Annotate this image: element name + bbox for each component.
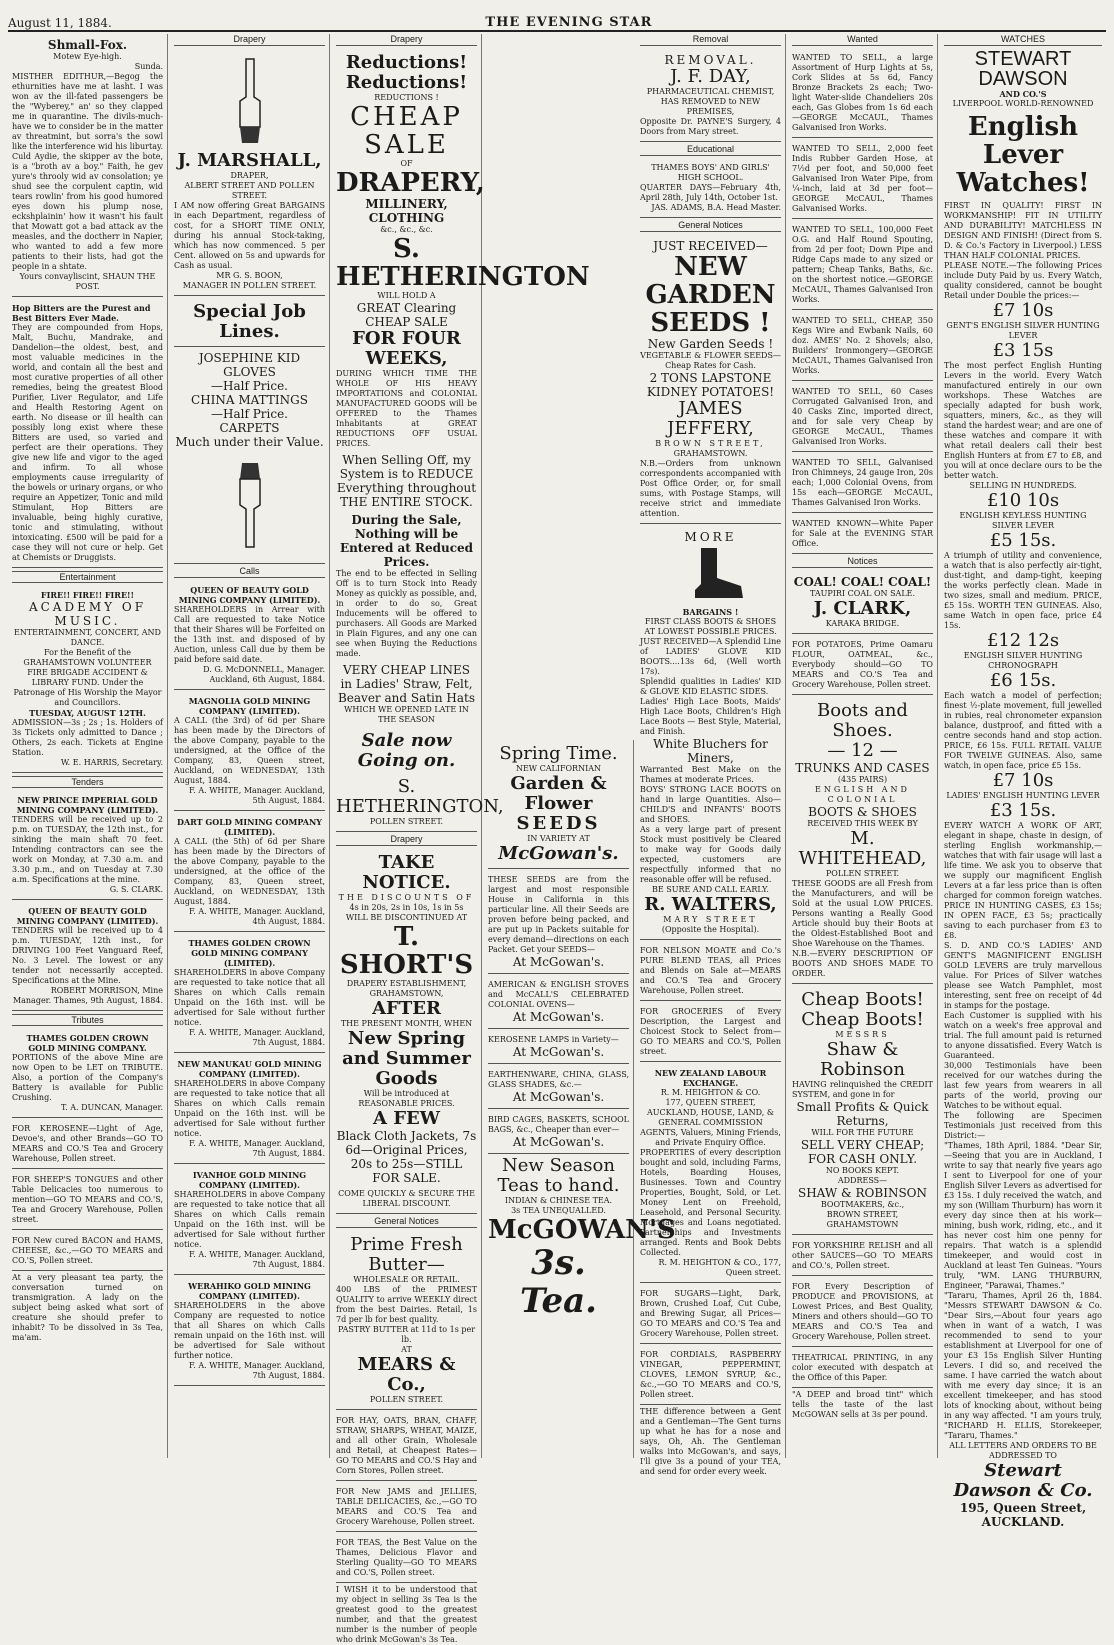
sj3: CARPETS (219, 421, 280, 435)
new-season-teas: New Season Teas to hand. (497, 1155, 620, 1196)
call4-sign: F. A. WHITE, Manager. Auckland, 7th August, 1884. (188, 1028, 325, 1047)
keyless: ENGLISH KEYLESS HUNTING SILVER LEVER (959, 511, 1087, 530)
millinery: MILLINERY, CLOTHING (365, 197, 448, 225)
call5-body: SHAREHOLDERS in above Company are requested to take notice that all Shares on which Calls remain Unpaid on the 16th inst. will be advertised for Sale without further notice. (174, 1079, 325, 1138)
potatoes: 2 TONS LAPSTONE KIDNEY POTATOES! (646, 371, 775, 399)
wanted-1: WANTED TO SELL, a large Assortment of Hurp Lights at 5s, Cork Slides at 5s 6d, Fancy Bronze Brackets 2s each; Two-light Water-slide Chandeliers 20s each, Gas Globes from 1s 6d each—GEORGE McCAUL, Thames Galvanised Iron Works. (792, 49, 933, 138)
new-label: NEW (674, 252, 747, 282)
sdco-gold: S. D. AND CO.'S LADIES' AND GENT'S MAGNIFICENT ENGLISH GOLD LEVERS are truly marvellous value. For Prices of Silver watches please see Watch Pamphlet, most interesting, sent free on receipt of 4d in stamps for the postage. (944, 941, 1102, 1010)
call6-title: IVANHOE GOLD MINING COMPANY (LIMITED). (192, 1170, 307, 1190)
shorts: T. SHORT'S (339, 922, 474, 980)
splendid: Splendid qualities in Ladies' KID & GLOVE KID ELASTIC SIDES. (640, 677, 781, 696)
ad-relish: FOR YORKSHIRE RELISH and all other SAUCES—GO TO MEARS and CO.'s, Pollen street. (792, 1237, 933, 1276)
just-received-boots: JUST RECEIVED—A Splendid Line of LADIES' GLOVE KID BOOTS....13s 6d, (Well worth 17s). (640, 637, 781, 676)
wanted-4: WANTED TO SELL, CHEAP, 350 Kegs Wire and Ewbank Nails, 60 doz. AMES' No. 2 Shovels; also, Builders' Ironmongery—GEORGE McCAUL, Thames Galvanised Iron Works. (792, 312, 933, 381)
nothing-text: During the Sale, Nothing will be Entered at Reduced Prices. (339, 513, 474, 569)
grahamstown: GRAHAMSTOWN, (369, 989, 444, 998)
sj3-price: Much under their Value. (175, 435, 324, 449)
boys-boots: BOYS' STRONG LACE BOOTS on hand in large Quantities. Also—CHILD'S and INFANTS' BOOTS and SHOES. (640, 785, 781, 824)
first-quality: FIRST IN QUALITY! FIRST IN WORKMANSHIP! FIT IN UTILITY AND DURABILITY! MATCHLESS IN DESIGN AND FINISH! (Direct from S. D. & Co.'s Factory in Liverpool.) LESS THAN HALF COLONIAL PRICES. (944, 201, 1102, 260)
ent-header: Entertainment (12, 571, 163, 583)
chronograph: ENGLISH SILVER HUNTING CHRONOGRAPH (963, 651, 1083, 670)
garden-flower: Garden & Flower (510, 773, 607, 814)
brown-grahamstown: BROWN STREET, GRAHAMSTOWN (826, 1210, 899, 1229)
s2-body: They are compounded from Hops, Malt, Buchu, Mandrake, and Dandelion—the oldest, best, and most valuable medicines in the world, and contain all the best and most curative properties of all other remedies, being the greatest Blood Purifier, Liver Regulator, and Life and Health Restoring Agent on earth. No disease or ill health can possibly long exist where these Bitters are used, so varied and perfect are their operations. They give new life and vigor to the aged and infirm. To all whose employments cause irregularity of the bowels or urinary organs, or who require an Appetizer, Tonic and mild Stimulant, Hop Bitters are invaluable, being highly curative, tonic and stimulating, without intoxicating. £500 will be paid for a case they will not cure or help. Get at Chemists or Druggists. (12, 323, 163, 562)
end-text: The end to be effected in Selling Off is to turn Stock into Ready Money as quickly as possible, and, in order to do so, Great Inducements will be offered to purchasers. All Goods are Marked in Plain Figures, and any one can see when Buying the Reductions made. (336, 569, 477, 658)
earthenware: EARTHENWARE, CHINA, GLASS, GLASS SHADES, &c.— (488, 1070, 629, 1089)
firm-address: 195, Queen Street, (959, 1501, 1087, 1515)
wanted-5: WANTED TO SELL, 60 Cases Corrugated Galvanised Iron, and 40 Casks Zinc, imported direct, and for sale very Cheap by GEORGE McCAUL, Thames Galvanised Iron Works. (792, 383, 933, 452)
in-variety: IN VARIETY AT (527, 834, 590, 843)
more-label: MORE (684, 530, 737, 544)
call2-body: A CALL (the 3rd) of 6d per Share has been made by the Directors of the above Company, payable to the undersigned, at the Office of the Company, 83, Queen street, Auckland, on WEDNESDAY, 13th August, 1884. (174, 716, 325, 785)
pollen-street: POLLEN STREET. (369, 817, 444, 826)
spring-time: Spring Time. (499, 743, 618, 764)
ad-potatoes: FOR POTATOES, Prime Oamaru FLOUR, OATMEAL, &c., Everybody should—GO TO MEARS and CO.'S Tea and Grocery Warehouse, Pollen street. (792, 636, 933, 695)
t2-body: TENDERS will be received up to 4 p.m. TUESDAY, 12th inst., for DRIVING 100 Feet Vanguard Reef, No. 3 Level. The lowest or any tender not necessarily accepted. Specifications at the Mine. (12, 926, 163, 985)
ad-kerosene: FOR KEROSENE—Light of Age, Devoe's, and other Brands—GO TO MEARS and CO.'S Tea and Grocery Warehouse, Pollen street. (12, 1120, 163, 1169)
at-mcgowans-4: At McGowan's. (512, 1090, 605, 1104)
col2-header: Drapery (174, 34, 325, 46)
at-mcgowans-5: At McGowan's. (512, 1135, 605, 1149)
and-co: AND CO.'S (999, 89, 1047, 99)
chemist: PHARMACEUTICAL CHEMIST, (646, 87, 775, 96)
at-mcgowans-1: At McGowan's. (512, 955, 605, 969)
price-5: £12 12s (986, 630, 1060, 651)
labour-exchange: NEW ZEALAND LABOUR EXCHANGE. (654, 1068, 767, 1088)
great-clearing: GREAT Clearing CHEAP SALE (356, 301, 457, 329)
english-lever: English Lever Watches! (956, 112, 1090, 198)
ad-teaparty: At a very pleasant tea party, the conversation turned on transmigration. A lady on the subject being asked what sort of creature she should prefer to inhabit? To be dissolved in 3s Tea, ma'am. (12, 1273, 163, 1342)
wish-text: I WISH it to be understood that my object in selling 3s Tea is the greatest good to the greatest number, and that the greatest number is the number of people who drink McGowan's 3s Tea. (336, 1585, 477, 1644)
ent-body: For the Benefit of the GRAHAMSTOWN VOLUNTEER FIRE BRIGADE ACCIDENT & LIBRARY FUND. Under the Patronage of His Worship the Mayor and Councillors. (13, 648, 162, 707)
ad-hay: FOR HAY, OATS, BRAN, CHAFF, STRAW, SHARPS, WHEAT, MAIZE, and all other Grain, Wholesale and Retail, at Cheapest Rates—GO TO MEARS and CO.'S Hay and Corn Stores, Pollen street. (336, 1412, 477, 1481)
three-shilling-tea: 3s. Tea. (520, 1243, 597, 1321)
trib1-sign: T. A. DUNCAN, Manager. (61, 1103, 163, 1112)
new-garden-seeds: New Garden Seeds ! (647, 337, 774, 351)
properties: PROPERTIES of every description bought and sold, including Farms, Hotels, Boarding Houses, Businesses. Town and Country Properties, Bought, Sold, or Let. Money Lent on Freehold, Leasehold, and Personal Security. Mortgages and Loans negotiated. Partnerships and Investments arranged. Rents and Book Debts Collected. (640, 1148, 781, 1257)
bird-cages: BIRD CAGES, BASKETS, SCHOOL BAGS, &c., Cheaper than ever— (488, 1115, 629, 1134)
discontinued: WILL BE DISCONTINUED AT (345, 913, 468, 922)
bootmakers: BOOTMAKERS, &c., (820, 1200, 905, 1209)
hetherington-footer: S. HETHERINGTON, (336, 776, 504, 817)
after: AFTER (372, 998, 441, 1019)
address-label: ADDRESS— (837, 1176, 888, 1185)
ad-bacon: FOR New cured BACON and HAMS, CHEESE, &c.,—GO TO MEARS and CO.'S, Pollen street. (12, 1232, 163, 1271)
firm-city: AUCKLAND. (981, 1515, 1065, 1529)
jeffery-name: JAMES JEFFERY, (667, 398, 754, 439)
most-perfect: The most perfect English Hunting Levers in the world. Every Watch manufactured entirely in our own workshops. These Watches are specially adapted for bush work, squatters, miners, &c., as they will stand the hardest wear; and are one of these watches and compare it with what retail dealers call their best English Hunters at from £7 to £8, and you will at once declare ours to be the better watch. (944, 361, 1102, 480)
ent-admission: ADMISSION—3s ; 2s ; 1s. Holders of 3s Tickets only admitted to Dance ; Others, 2s each. Tickets at Engine Station. (12, 718, 163, 757)
ladies-lever: LADIES' ENGLISH HUNTING LEVER (946, 791, 1100, 800)
boots-shoes-title: Boots and Shoes. (817, 700, 908, 741)
price-7: £7 10s (992, 770, 1054, 791)
marshall-body: I AM now offering Great BARGAINS in each Department, regardless of cost, for a SHORT TIME ONLY, during his annual Stock-taking, which has now commenced. 5 per Cent. allowed on 5s and upwards for Cash as usual. (174, 201, 325, 270)
very-large: As a very large part of present Stock must positively be Cleared to make way for Goods daily expected, customers are respectfully informed that no reasonable offer will be refused. (640, 825, 781, 884)
pastry: PASTRY BUTTER at 11d to 1s per lb. (337, 1325, 476, 1344)
just-received: JUST RECEIVED— (653, 239, 768, 253)
heighton-sign: R. M. HEIGHTON & CO., 177, Queen street. (658, 1258, 781, 1277)
column-4 (484, 740, 676, 1458)
will-hold: WILL HOLD A (377, 291, 436, 300)
firm-name: Stewart Dawson & Co. (953, 1460, 1093, 1501)
t1-title: NEW PRINCE IMPERIAL GOLD MINING COMPANY (LIMITED). (16, 795, 159, 815)
wanted-header: Wanted (792, 34, 933, 46)
each-watch: Each watch a model of perfection; finest ½-plate movement, full jewelled in rubies, real chronometer expansion balance, dustproof, and fitted with a centre seconds hand and stop action. PRICE, £6 15s. FULL RETAIL VALUE FOR TWELVE GUINEAS. Also, same watch, in open face, price £5 15s. (944, 691, 1102, 770)
twelve: — 12 — (827, 740, 898, 761)
head-master: JAS. ADAMS, B.A. Head Master. (651, 203, 781, 212)
ad-teas: FOR TEAS, the Best Value on the Thames, Delicious Flavor and Sterling Quality—GO TO MEARS and CO.'S, Pollen street. (336, 1534, 477, 1583)
four-weeks: FOR FOUR WEEKS, (352, 328, 461, 369)
ad-cordials: FOR CORDIALS, RASPBERRY VINEGAR, PEPPERMINT, CLOVES, LEMON SYRUP, &c., &c.,—GO TO MEARS and CO.'S, Pollen street. (640, 1346, 781, 1405)
call1-sign: D. G. McDONNELL, Manager. Auckland, 6th August, 1884. (203, 665, 325, 684)
tributes-header: Tributes (12, 1014, 163, 1026)
garden-label: GARDEN (645, 280, 776, 310)
seeds-label: SEEDS ! (650, 308, 771, 338)
having-relinquished: HAVING relinquished the CREDIT SYSTEM, and gone in for (792, 1080, 933, 1099)
new-spring: New Spring and Summer Goods (342, 1028, 471, 1089)
liverpool: LIVERPOOL WORLD-RENOWNED (952, 99, 1094, 108)
s1-title: Shmall-Fox. (47, 38, 128, 52)
call1-title: QUEEN OF BEAUTY GOLD MINING COMPANY (LIMITED). (178, 585, 321, 605)
call3-body: A CALL (the 5th) of 6d per Share has been made by the Directors of the above Company, payable to the undersigned, at the office of the Company, 83, Queen street, Auckland, on WEDNESDAY, 13th August, 1884. (174, 837, 325, 906)
testimonial-2: "Tararu, Thames, April 26 th, 1884. "Messrs STEWART DAWSON & Co. "Dear Sirs,—About four years ago when in want of a watch, I was recommended to send to your establishment at Liverpool for one of your £3 15s English Silver Hunting Levers. I did so, and received the same. I have carried the watch about with me every day since; it is an excellent timekeeper, and has stood lots of knocking about, without being in any way affected. "I am yours truly, "RICHARD H. ELLIS, Storekeeper, "Tararu, Thames." (944, 1291, 1102, 1440)
call3-sign: F. A. WHITE, Manager. Auckland, 4th August, 1884. (188, 907, 325, 926)
each-customer: Each Customer is supplied with his watch on a week's free approval and trial. The full amount paid is returned to anyone dissatisfied. Every Watch is Guaranteed. (944, 1011, 1102, 1060)
call7-sign: F. A. WHITE, Manager. Auckland, 7th August, 1884. (188, 1361, 325, 1380)
lace-boots: Ladies' High Lace Boots, Maids' High Lace Boots, Children's High Lace Boots — Best Style, Material, and Finish. (640, 697, 781, 736)
sale-now: Sale now Going on. (357, 730, 456, 771)
of-label: OF (400, 159, 413, 168)
wanted-2: WANTED TO SELL, 2,000 feet Indis Rubber Garden Hose, at 7½d per foot, and 50,000 feet Galvanised Iron Water Pipe, from ¼-inch, laid at 3d per foot—GEORGE McCAUL, Thames Galvanised Works. (792, 140, 933, 219)
discounts-of: THE DISCOUNTS OF (338, 893, 475, 902)
s1-body: MISTHER EDITHUR,—Begog the ethurnities have me at lasht. I was won av the ill-fated passengers be the "Wyberey," an' so they clapped me in quarantine. The divils-much-have we to consider be in the matter av threatmint, but sorra's the sowl like the interference wid his liburtay. Culd Aydie, the skipper av the bote, is a "broth av a boy." Faith, he gev yure's throoly wid av consolation; ye shud see the corpulent captin, wid tears rowlin' from his good humored eyes down his plump nose, eckshplainin' how it wasn't his fault that Mowatt got a bad attack av the measles, and the doctherr in Napier, who wanted to add a few more patients to their lists, had got the people in a shtate. (12, 72, 163, 271)
whitehead-name: M. WHITEHEAD, (798, 828, 927, 869)
ad-nelson: FOR NELSON MOATE and Co.'s PURE BLEND TEAS, all Prices and Blends on Sale at—MEARS and CO.'S Tea and Grocery Warehouse, Pollen street. (640, 942, 781, 1001)
present-month: THE PRESENT MONTH, WHEN (340, 1019, 473, 1028)
nb-boots: N.B.—EVERY DESCRIPTION OF BOOTS AND SHOES MADE TO ORDER. (792, 949, 933, 978)
deep-tint: "A DEEP and broad tint" which tells the taste of the last McGOWAN sells at 3s per pound. (792, 1390, 933, 1419)
warranted: Warranted Best Make on the Thames at moderate Prices. (640, 765, 781, 784)
stoves: AMERICAN & ENGLISH STOVES and McCALL'S CELEBRATED COLONIAL OVENS— (488, 980, 629, 1009)
triumph: A triumph of utility and convenience, a watch that is also perfectly air-tight, dust-tight, and damp-tight, keeping the works perfectly clean. Made in two sizes, small and medium. PRICE, £5 15s. WORTH TEN GUINEAS. Also, same Watch in open face, price £4 15s. (944, 551, 1102, 630)
come-quickly: COME QUICKLY & SECURE THE LIBERAL DISCOUNT. (338, 1189, 475, 1208)
has-removed: HAS REMOVED to NEW PREMISES, (660, 97, 761, 116)
for-future: WILL FOR THE FUTURE (811, 1128, 914, 1137)
ent-academy: ACADEMY OF MUSIC. (28, 600, 147, 628)
hetherington-name: S. HETHERINGTON (336, 234, 590, 292)
grahamstown-5: GRAHAMSTOWN. (673, 449, 748, 458)
col3-header-2: Drapery (336, 834, 477, 846)
call4-title: THAMES GOLDEN CROWN GOLD MINING COMPANY (LIMITED). (188, 938, 311, 968)
trunks: TRUNKS AND CASES (795, 761, 930, 775)
butter-lbs: 400 LBS of the PRIMEST QUALITY to arrive WEEKLY direct from the best Dairies. Retail, 1s 7d per lb for best quality. (336, 1285, 477, 1324)
shaw-robinson-2: SHAW & ROBINSON (798, 1186, 927, 1200)
mcgowans-footer: McGOWAN'S (488, 1215, 676, 1245)
masthead (8, 4, 1106, 32)
selling-text: When Selling Off, my System is to REDUCE Everything throughout THE ENTIRE STOCK. (336, 453, 477, 509)
s1-sub2: Sunda. (134, 62, 163, 71)
cheap-sale: CHEAP SALE (350, 102, 463, 160)
tea-unequalled: 3s TEA UNEQUALLED. (511, 1206, 606, 1215)
marshall-role: MANAGER IN POLLEN STREET. (182, 281, 317, 290)
price-1: £7 10s (992, 300, 1054, 321)
call2-sign: F. A. WHITE, Manager. Auckland, 5th August, 1884. (188, 786, 325, 805)
col3-header: Drapery (336, 34, 477, 46)
reductions-title: Reductions! Reductions! (345, 52, 468, 93)
nb-orders: N.B.—Orders from unknown correspondents accompanied with Post Office Order, or, for small sums, with Postage Stamps, will receive strict and immediate attention. (640, 459, 781, 518)
kerosene-lamps: KEROSENE LAMPS in Variety— (488, 1035, 619, 1044)
educational-header: Educational (640, 144, 781, 156)
testimonial-1: "Thames, 18th April, 1884. "Dear Sir,—Seeing that you are in Auckland, I write to say that nearly five years ago I sent to Liverpool for one of your English Silver Levers as advertised for £3 15s. I duly received the watch, and my son (William Thurburn) has worn it every day since then at his work—mining, bush work, riding, etc., and it has never cost him one penny for repairs. That watch is a splendid timekeeper, and would cost in Auckland at least Ten Guineas. "Yours truly, "WM. LANG THURBURN, Engineer, "Parawai, Thames." (944, 1141, 1102, 1290)
cheap-boots-2: Cheap Boots! (801, 1009, 924, 1030)
take-notice: TAKE NOTICE. (362, 852, 451, 893)
introduced: Will be introduced at REASONABLE PRICES. (358, 1089, 455, 1108)
price-6: £6 15s. (989, 670, 1057, 691)
drapery-title: DRAPERY, (336, 168, 485, 198)
at-label: AT (401, 1345, 412, 1354)
be-sure: BE SURE AND CALL EARLY. (652, 885, 769, 894)
s1-sub: Motew Eye-high. (53, 52, 122, 61)
white-bluchers: White Bluchers for Miners, (653, 737, 768, 765)
call7-title: WERAHIKO GOLD MINING COMPANY (LIMITED). (188, 1281, 311, 1301)
wanted-7: WANTED KNOWN—White Paper for Sale at the EVENING STAR Office. (792, 515, 933, 554)
selling-hundreds: SELLING IN HUNDREDS. (969, 481, 1077, 490)
at-mcgowans-2: At McGowan's. (512, 1010, 605, 1024)
discount-rates: 4s in 20s, 2s in 10s, 1s in 5s (349, 903, 464, 912)
tenders-header: Tenders (12, 776, 163, 788)
ent-fire: FIRE!! FIRE!! FIRE!! (40, 590, 135, 600)
wanted-3: WANTED TO SELL, 100,000 Feet O.G. and Half Round Spouting, from 2d per foot; Down Pipe and Ridge Caps made to any sized or pattern; Cheap Tanks, Baths, &c. on the shortest notice.—GEORGE McCAUL, Thames Galvanised Iron Works. (792, 221, 933, 310)
wanted-6: WANTED TO SELL, Galvanised Iron Chimneys, 24 gauge Iron, 20s each; 1,000 Colonial Ovens, from 15s each—GEORGE McCAUL, Thames Galvanised Iron Works. (792, 454, 933, 513)
seeds-title: SEEDS (516, 813, 601, 834)
issue-date: August 11, 1884. (8, 16, 112, 30)
opp-hospital: (Opposite the Hospital). (661, 925, 760, 934)
call5-title: NEW MANUKAU GOLD MINING COMPANY (LIMITED). (177, 1059, 322, 1079)
english-colonial: ENGLISH AND COLONIAL (815, 785, 910, 804)
quarter-days: QUARTER DAYS—February 4th, April 28th, July 14th, October 1st. (640, 183, 781, 202)
karaka: KARAKA BRIDGE. (825, 619, 900, 628)
during-text: DURING WHICH TIME THE WHOLE OF HIS HEAVY IMPORTATIONS and COLONIAL MANUFACTURED GOODS will be OFFERED to the Thames Inhabitants at GREAT REDUCTIONS OFF USUAL PRICES. (336, 369, 477, 448)
testimonials-intro: The following are Specimen Testimonials just received from this District:— (944, 1111, 1102, 1140)
sj1: JOSEPHINE KID GLOVES (198, 351, 301, 379)
first-class: FIRST CLASS BOOTS & SHOES AT LOWEST POSSIBLE PRICES. (644, 617, 777, 636)
watches-header: WATCHES (944, 34, 1102, 46)
t2-title: QUEEN OF BEAUTY GOLD MINING COMPANY (LIMITED). (16, 906, 159, 926)
stewart-dawson: STEWART DAWSON (974, 48, 1072, 90)
ent-kind: ENTERTAINMENT, CONCERT, AND DANCE. (14, 628, 161, 647)
column-5 (636, 34, 786, 1476)
column-7 (940, 34, 1106, 1529)
ad-sugars: FOR SUGARS—Light, Dark, Brown, Crushed Loaf, Cut Cube, and Brewing Sugar, all Prices—GO TO MEARS and CO.'S Tea and Grocery Warehouse, Pollen street. (640, 1285, 781, 1344)
s1-sign: Yours convayliscint, SHAUN THE POST. (19, 272, 156, 291)
ent-date: TUESDAY, AUGUST 12TH. (29, 708, 146, 718)
notices-header: Notices (792, 556, 933, 568)
call4-body: SHAREHOLDERS in above Company are requested to take notice that all Shares on which Calls remain Unpaid on the 16th inst. will be advertised for Sale without further notice. (174, 968, 325, 1027)
price-8: £3 15s. (989, 800, 1057, 821)
price-4: £5 15s. (989, 530, 1057, 551)
removal-header: Removal (640, 34, 781, 46)
a-few: A FEW (373, 1108, 440, 1129)
reductions-sub: REDUCTIONS ! (374, 93, 439, 102)
pairs: (435 PAIRS) (837, 775, 888, 784)
drapery-est: DRAPERY ESTABLISHMENT, (346, 979, 467, 988)
marshall-name: J. MARSHALL, (177, 150, 322, 171)
mary-street: MARY STREET (663, 915, 758, 924)
brown-street: BROWN STREET, (655, 439, 766, 448)
ad-tongues: FOR SHEEP'S TONGUES and other Table Delicacies too numerous to mention—GO TO MEARS and CO.'S, Tea and Grocery Warehouse, Pollen street. (12, 1171, 163, 1230)
boots-shoes: BOOTS & SHOES (808, 805, 917, 819)
ent-sign: W. E. HARRIS, Secretary. (60, 758, 163, 767)
butter-title: Prime Fresh Butter— (350, 1234, 463, 1275)
price-2: £3 15s (992, 340, 1054, 361)
messrs: MESSRS (835, 1030, 890, 1039)
testimonials-count: 30,000 Testimonials have been received for our watches during the last few years from wearers in all parts of the world, proving our Watches to be without equal. (944, 1061, 1102, 1110)
these-seeds: THESE SEEDS are from the largest and most responsible House in California in this particular line. All their Seeds are proven before being packed, and are put up in Packets suitable for every demand—directions on each Packet. Get your SEEDS— (488, 875, 629, 954)
s2-title: Hop Bitters are the Purest and Best Bitters Ever Made. (12, 303, 151, 323)
call3-title: DART GOLD MINING COMPANY (LIMITED). (177, 817, 322, 837)
indian-chinese: INDIAN & CHINESE TEA. (504, 1196, 613, 1205)
removal-title: REMOVAL. (664, 53, 757, 67)
veg-seeds: VEGETABLE & FLOWER SEEDS— (640, 351, 781, 360)
ad-jams: FOR New JAMS and JELLIES, TABLE DELICACIES, &c.,—GO TO MEARS and CO.'S Tea and Grocery Warehouse, Pollen street. (336, 1483, 477, 1532)
call5-sign: F. A. WHITE, Manager. Auckland, 7th August, 1884. (188, 1139, 325, 1158)
gen-notices-header-5: General Notices (640, 220, 781, 232)
marshall-trade: DRAPER, (230, 171, 269, 180)
etc-label: &c., &c., &c. (380, 225, 433, 234)
sell-cheap: SELL VERY CHEAP; FOR CASH ONLY. (800, 1138, 925, 1166)
day-name: J. F. DAY, (670, 66, 751, 87)
sj1-price: —Half Price. (211, 379, 288, 393)
marshall-addr: ALBERT STREET AND POLLEN STREET. (184, 181, 315, 200)
special-title: Special Job Lines. (193, 301, 306, 342)
received-by: RECEIVED THIS WEEK BY (807, 819, 918, 828)
heighton-name: R. M. HEIGHTON & CO. (660, 1088, 761, 1097)
coal-title: COAL! COAL! COAL! (793, 575, 932, 589)
trib1-title: THAMES GOLDEN CROWN GOLD MINING COMPANY. (26, 1033, 149, 1053)
sj2-price: —Half Price. (211, 407, 288, 421)
calls-header: Calls (174, 566, 325, 578)
mears-name: MEARS & Co., (357, 1354, 456, 1395)
walters-name: R. WALTERS, (644, 894, 777, 915)
price-3: £10 10s (986, 490, 1060, 511)
pointing-hand-icon (230, 57, 270, 147)
clark-name: J. CLARK, (813, 598, 912, 619)
pollen-6: POLLEN STREET. (825, 869, 900, 878)
opened-text: WHICH WE OPENED LATE IN THE SEASON (344, 705, 469, 724)
new-californian: NEW CALIFORNIAN (515, 764, 602, 773)
ad-produce: FOR Every Description of PRODUCE and PROVISIONS, at Lowest Prices, and Best Quality, Miners and others should—GO TO MEARS and CO.'S Tea and Grocery Warehouse, Pollen street. (792, 1278, 933, 1347)
at-mcgowans-3: At McGowan's. (512, 1045, 605, 1059)
bargains-label: BARGAINS ! (682, 607, 739, 617)
no-books: NO BOOKS KEPT. (825, 1166, 900, 1175)
gen-notices-header: General Notices (336, 1216, 477, 1228)
marshall-sign: MR G. S. BOON, (216, 271, 283, 280)
ad-groceries: FOR GROCERIES of Every Description, the Largest and Choicest Stock to Select from—GO TO MEARS and CO.'S, Pollen street. (640, 1003, 781, 1062)
school-name: THAMES BOYS' AND GIRLS' HIGH SCHOOL. (651, 163, 770, 182)
please-note: PLEASE NOTE.—The following Prices include Duty Paid by us. Every Watch, quality considered, cannot be bought Retail under Double the prices:— (944, 261, 1102, 300)
these-goods: THESE GOODS are all Fresh from the Manufacturers, and will be Sold at the usual LOW PRICES. Persons wanting a Really Good Article should buy their Boots at the Oldest-Established Boot and Shoe Warehouse on the Thames. (792, 879, 933, 948)
taupiri: TAUPIRI COAL ON SALE. (809, 589, 916, 598)
call6-body: SHAREHOLDERS in above Company are requested to take notice that all Shares on which Calls remain Unpaid on the 16th inst. will be advertised for Sale without further notice. (174, 1190, 325, 1249)
newspaper-title: THE EVENING STAR (485, 15, 653, 30)
cheap-boots-1: Cheap Boots! (801, 989, 924, 1010)
ad-theatrical: THEATRICAL PRINTING, in any color executed with despatch at the Office of this Paper. (792, 1349, 933, 1388)
sj2: CHINA MATTINGS (191, 393, 308, 407)
call1-body: SHAREHOLDERS in Arrear with Call are requested to take Notice that their Shares will be Forfeited on the 13th inst. and disposed of by Auction, unless Call due by them be paid before said date. (174, 605, 325, 664)
column-2 (170, 34, 330, 1458)
t1-body: TENDERS will be received up to 2 p.m. on TUESDAY, the 12th inst., for sinking the main shaft 70 feet. Intending contractors can see the work on Monday, at 7.30 a.m. and 3.30 p.m., and on Tuesday at 7.30 a.m. Specifications at the mine. (12, 815, 163, 884)
butter-sub: WHOLESALE OR RETAIL. (353, 1275, 460, 1284)
trib1-body: PORTIONS of the above Mine are now Open to be LET on TRIBUTE. Also, a portion of the Company's Battery is available for Public Crushing. (12, 1053, 163, 1102)
gents-silver: GENT'S ENGLISH SILVER HUNTING LEVER (946, 321, 1100, 340)
shaw-robinson: Shaw & Robinson (820, 1039, 905, 1080)
cheap-rates: Cheap Rates for Cash. (665, 361, 756, 370)
call7-body: SHAREHOLDERS in the above Company are requested to notice that all Shares on which Calls remain unpaid on the 16th inst. will be advertised for Sale without further notice. (174, 1301, 325, 1360)
t2-sign: ROBERT MORRISON, Mine Manager. Thames, 9th August, 1884. (12, 986, 163, 1005)
letters-orders: ALL LETTERS AND ORDERS TO BE ADDRESSED TO (949, 1441, 1097, 1460)
call2-title: MAGNOLIA GOLD MINING COMPANY (LIMITED). (188, 696, 311, 716)
cheap-lines: VERY CHEAP LINES in Ladies' Straw, Felt, Beaver and Satin Hats (337, 663, 476, 705)
column-1 (8, 34, 168, 1458)
opposite: Opposite Dr. PAYNE'S Surgery, 4 Doors from Mary street. (640, 117, 781, 136)
every-watch: EVERY WATCH A WORK OF ART, elegant in shape, chaste in design, of sterling English workmanship,—watches that with fair usage will last a life time. We ask you to observe that we supply our magnificent English Levers at a far less price than is often charged for common foreign watches. PRICE IN HUNTING CASES, £3 15s; IN OPEN FACE, £3 5s; practically saving to each purchaser from £3 to £8. (944, 821, 1102, 940)
call6-sign: F. A. WHITE, Manager. Auckland, 7th August, 1884. (188, 1250, 325, 1269)
small-profits: Small Profits & Quick Returns, (796, 1100, 929, 1128)
mcgowans-name: McGowan's. (498, 843, 619, 864)
heighton-address: 177, QUEEN STREET, AUCKLAND, HOUSE, LAND, & GENERAL COMMISSION AGENTS, Valuers, Mining Friends, and Private Enquiry Office. (640, 1098, 781, 1147)
pointing-hand-down-icon (230, 459, 270, 549)
column-6 (788, 34, 938, 1458)
t1-sign: G. S. CLARK. (109, 885, 163, 894)
gent-joke: THE difference between a Gent and a Gentleman—The Gent turns up what he has for a nose and says, Oh, Ah. The Gentleman walks into McGowan's, and says, I'll give 3s a pound of your TEA, and send for order every week. (640, 1407, 781, 1476)
boot-icon (671, 544, 751, 604)
mears-street: POLLEN STREET. (369, 1395, 444, 1404)
jackets: Black Cloth Jackets, 7s 6d—Original Prices, 20s to 25s—STILL FOR SALE. (336, 1129, 477, 1185)
